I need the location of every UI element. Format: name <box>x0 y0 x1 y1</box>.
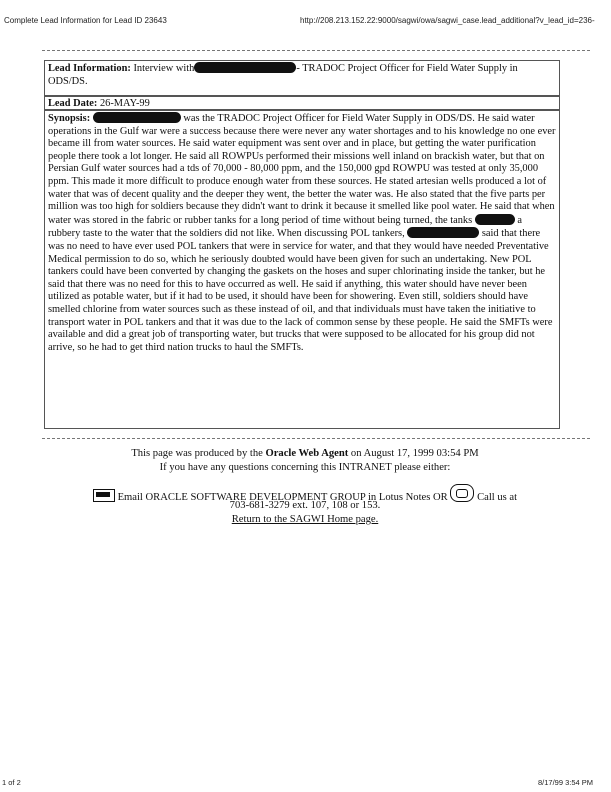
synopsis-box <box>44 110 560 429</box>
phone-line: 703-681-3279 ext. 107, 108 or 153. <box>229 500 381 511</box>
oracle-web-agent: Oracle Web Agent <box>265 448 349 459</box>
questions-line: If you have any questions concerning this INTRANET please either: <box>159 462 451 473</box>
print-datetime: 8/17/99 3:54 PM <box>538 778 594 787</box>
return-home-link[interactable]: Return to the SAGWI Home page. <box>231 514 379 525</box>
page-number: 1 of 2 <box>2 778 21 787</box>
bottom-rule <box>42 438 590 439</box>
synopsis-part-2: a rubbery taste to the water that the soldiers did not like. When discussing POL tankers, <box>48 214 523 240</box>
redaction-mark <box>475 214 515 225</box>
redaction-mark <box>194 62 296 73</box>
lead-information-box <box>44 60 560 96</box>
synopsis-part-3: said that there was no need to have ever used POL tankers that were in service for water, and that they would have needed Preventative Medical permission to do so, which he seriously doubted would have been given for such an undertaking. New POL tankers could have been converted by changing the gaskets on the hoses and super chlorinating inside the tanker, but he said that there was no need for this to have occurred as well. He said if anything, this water should have never been utilized as potable water, but if it had to be used, it should have been for showering. Even still, soldiers should have smelled chlorine from water sources such as these instead of oil, and that individuals must have taken the initiative to transport water in POL tankers and that it was due to the lack of common sense by these people. He said the SMFTs were available and did a great job of transporting water, but trucks that were supposed to be allocated for his group did not arrive, so he had to get third nation trucks to haul the SMFTs. <box>48 228 553 353</box>
lead-information-text-before: Interview with <box>130 63 195 74</box>
redaction-mark <box>407 227 479 238</box>
lead-date-label: Lead Date: <box>48 98 98 109</box>
produced-suffix: on August 17, 1999 03:54 PM <box>348 448 479 459</box>
lead-information-text-after: - TRADOC Project Officer for Field Water Supply in ODS/DS. <box>48 63 518 87</box>
redaction-mark <box>93 112 181 123</box>
email-link[interactable]: Email ORACLE SOFTWARE DEVELOPMENT GROUP in Lotus Notes OR <box>117 492 448 503</box>
page-title-header: Complete Lead Information for Lead ID 23643 <box>4 16 167 25</box>
page-url: http://208.213.152.22:9000/sagwi/owa/sagwi_case.lead_additional?v_lead_id=236- <box>300 16 595 25</box>
synopsis-text <box>48 112 556 354</box>
synopsis-label: Synopsis: <box>48 113 91 124</box>
lead-date-value: 26-MAY-99 <box>97 98 150 109</box>
return-line <box>60 513 550 526</box>
lead-date-box <box>44 96 560 110</box>
produced-prefix: This page was produced by the <box>131 448 266 459</box>
produced-by-line <box>60 447 550 460</box>
call-text: Call us at <box>477 492 518 503</box>
lead-information-label: Lead Information: <box>48 63 131 74</box>
top-rule <box>42 50 590 51</box>
synopsis-part-1: was the TRADOC Project Officer for Field Water Supply in ODS/DS. He said water operations in the Gulf war were a success because there were never any water shortages and to his knowledge no one ever became ill from water sources. He said water equipment was sent over and in place, but getting the water purification people there took a lot longer. He said all ROWPUs performed their missions well inland on brackish water, but that on Persian Gulf water sources had a tds of 70,000 - 80,000 ppm, and the 150,000 gpd ROWPU was tested at only 35,000 ppm. This made it more difficult to produce enough water from these sources. He stated artesian wells produced a lot of water that was of decent quality and the deeper they went, the better the water was. He also stated that the five parts per million was too high for soldiers because they didn't want to drink it because it smelled like pool water. He said that when water was stored in the fabric or rubber tanks for a long period of time without being turned, the tanks <box>48 113 556 226</box>
